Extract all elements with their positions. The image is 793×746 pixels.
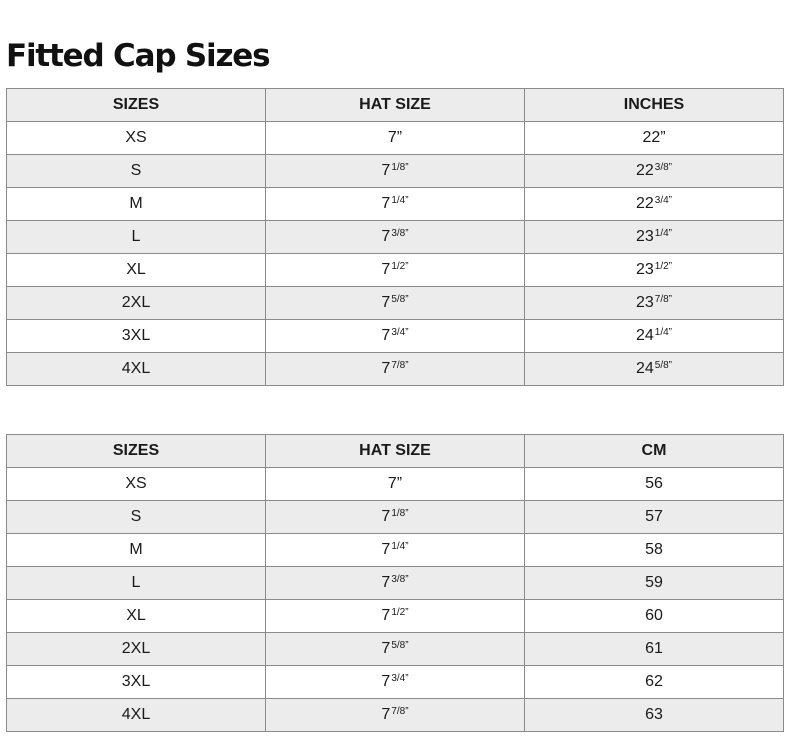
cell-value: 7 [381,228,391,245]
cell-value: 7 [381,607,391,624]
table-row [7,567,784,600]
cell-fraction: 7/8” [391,360,409,371]
cell-value: 7” [387,475,403,492]
column-header-sizes: SIZES [7,435,266,468]
cell-size [7,666,266,699]
cell-hat-size [266,633,525,666]
column-header-hat-size: HAT SIZE [266,89,525,122]
cell-value: 2XL [121,294,151,311]
cell-measure [525,633,784,666]
page-title: Fitted Cap Sizes [6,38,270,74]
cell-value: 58 [645,541,663,558]
cell-value: 7 [381,508,391,525]
table-header-row [7,89,784,122]
table-row [7,353,784,386]
cell-measure [525,155,784,188]
cell-fraction: 1/4” [391,195,409,206]
cell-fraction: 1/2” [654,261,673,272]
cell-size [7,122,266,155]
cell-hat-size [266,155,525,188]
table-row [7,468,784,501]
cell-fraction: 5/8” [654,360,673,371]
cell-hat-size [266,501,525,534]
cell-size [7,633,266,666]
cell-measure [525,600,784,633]
cell-measure [525,287,784,320]
cell-fraction: 1/4” [654,327,673,338]
cell-hat-size [266,600,525,633]
cell-value: 4XL [121,360,151,377]
cell-value: 3XL [121,673,151,690]
cell-size [7,534,266,567]
cell-hat-size [266,122,525,155]
cell-value: 24 [635,327,654,344]
table-row [7,666,784,699]
cell-measure [525,501,784,534]
cell-measure [525,221,784,254]
cell-value: 7 [381,541,391,558]
table-header-row [7,435,784,468]
cell-hat-size [266,567,525,600]
cell-fraction: 5/8” [391,294,409,305]
table-row [7,188,784,221]
cell-measure [525,320,784,353]
cell-value: 7 [381,706,391,723]
cell-value: 7 [381,195,391,212]
cell-size [7,254,266,287]
cell-value: 2XL [121,640,151,657]
cell-value: 7 [381,261,391,278]
size-table-cm [6,434,784,732]
cell-measure [525,254,784,287]
cell-hat-size [266,287,525,320]
cell-size [7,221,266,254]
cell-fraction: 1/8” [391,162,409,173]
cell-size [7,501,266,534]
cell-value: L [131,228,141,245]
size-table-inches [6,88,784,386]
cell-size [7,699,266,732]
cell-fraction: 1/4” [654,228,673,239]
cell-hat-size [266,468,525,501]
cell-value: XL [126,607,146,624]
cell-fraction: 1/2” [391,607,409,618]
cell-measure [525,534,784,567]
cell-value: 23 [635,261,654,278]
cell-size [7,188,266,221]
cell-hat-size [266,320,525,353]
cell-fraction: 1/4” [391,541,409,552]
cell-value: 61 [645,640,663,657]
table-row [7,534,784,567]
cell-hat-size [266,699,525,732]
cell-value: 22 [635,162,654,179]
table-row [7,155,784,188]
cell-fraction: 7/8” [391,706,409,717]
cell-size [7,155,266,188]
cell-fraction: 3/8” [391,574,409,585]
cell-measure [525,353,784,386]
cell-hat-size [266,221,525,254]
table-row [7,254,784,287]
cell-value: 7 [381,327,391,344]
cell-value: 63 [645,706,663,723]
table-row [7,287,784,320]
cell-value: L [131,574,141,591]
cell-value: 56 [645,475,663,492]
table-row [7,122,784,155]
cell-value: 7 [381,360,391,377]
cell-value: 4XL [121,706,151,723]
cell-measure [525,567,784,600]
cell-hat-size [266,254,525,287]
cell-fraction: 1/2” [391,261,409,272]
cell-value: M [129,541,143,558]
cell-fraction: 3/4” [391,673,409,684]
cell-measure [525,468,784,501]
cell-value: 24 [635,360,654,377]
cell-value: 57 [645,508,663,525]
column-header-sizes: SIZES [7,89,266,122]
cell-measure [525,188,784,221]
cell-value: 7 [381,162,391,179]
cell-value: 23 [635,228,654,245]
column-header-cm: CM [525,435,784,468]
cell-value: 59 [645,574,663,591]
cell-size [7,320,266,353]
column-header-inches: INCHES [525,89,784,122]
cell-value: XS [125,129,147,146]
cell-size [7,353,266,386]
table-row [7,600,784,633]
cell-measure [525,122,784,155]
cell-hat-size [266,188,525,221]
cell-value: XL [126,261,146,278]
cell-fraction: 1/8” [391,508,409,519]
cell-value: M [129,195,143,212]
cell-fraction: 5/8” [391,640,409,651]
cell-measure [525,699,784,732]
cell-size [7,468,266,501]
table-row [7,699,784,732]
cell-value: 22” [642,129,666,146]
cell-fraction: 3/8” [654,162,673,173]
cell-value: XS [125,475,147,492]
cell-value: S [130,508,142,525]
cell-size [7,287,266,320]
cell-hat-size [266,534,525,567]
cell-size [7,600,266,633]
cell-value: 7 [381,294,391,311]
table-row [7,633,784,666]
cell-value: S [130,162,142,179]
table-row [7,320,784,353]
cell-fraction: 7/8” [654,294,673,305]
table-row [7,501,784,534]
cell-value: 60 [645,607,663,624]
cell-hat-size [266,353,525,386]
cell-value: 7 [381,673,391,690]
cell-fraction: 3/8” [391,228,409,239]
cell-fraction: 3/4” [654,195,673,206]
cell-value: 62 [645,673,663,690]
table-row [7,221,784,254]
column-header-hat-size: HAT SIZE [266,435,525,468]
cell-value: 23 [635,294,654,311]
cell-hat-size [266,666,525,699]
cell-value: 3XL [121,327,151,344]
cell-value: 7” [387,129,403,146]
cell-value: 22 [635,195,654,212]
cell-value: 7 [381,640,391,657]
cell-fraction: 3/4” [391,327,409,338]
cell-value: 7 [381,574,391,591]
cell-size [7,567,266,600]
cell-measure [525,666,784,699]
